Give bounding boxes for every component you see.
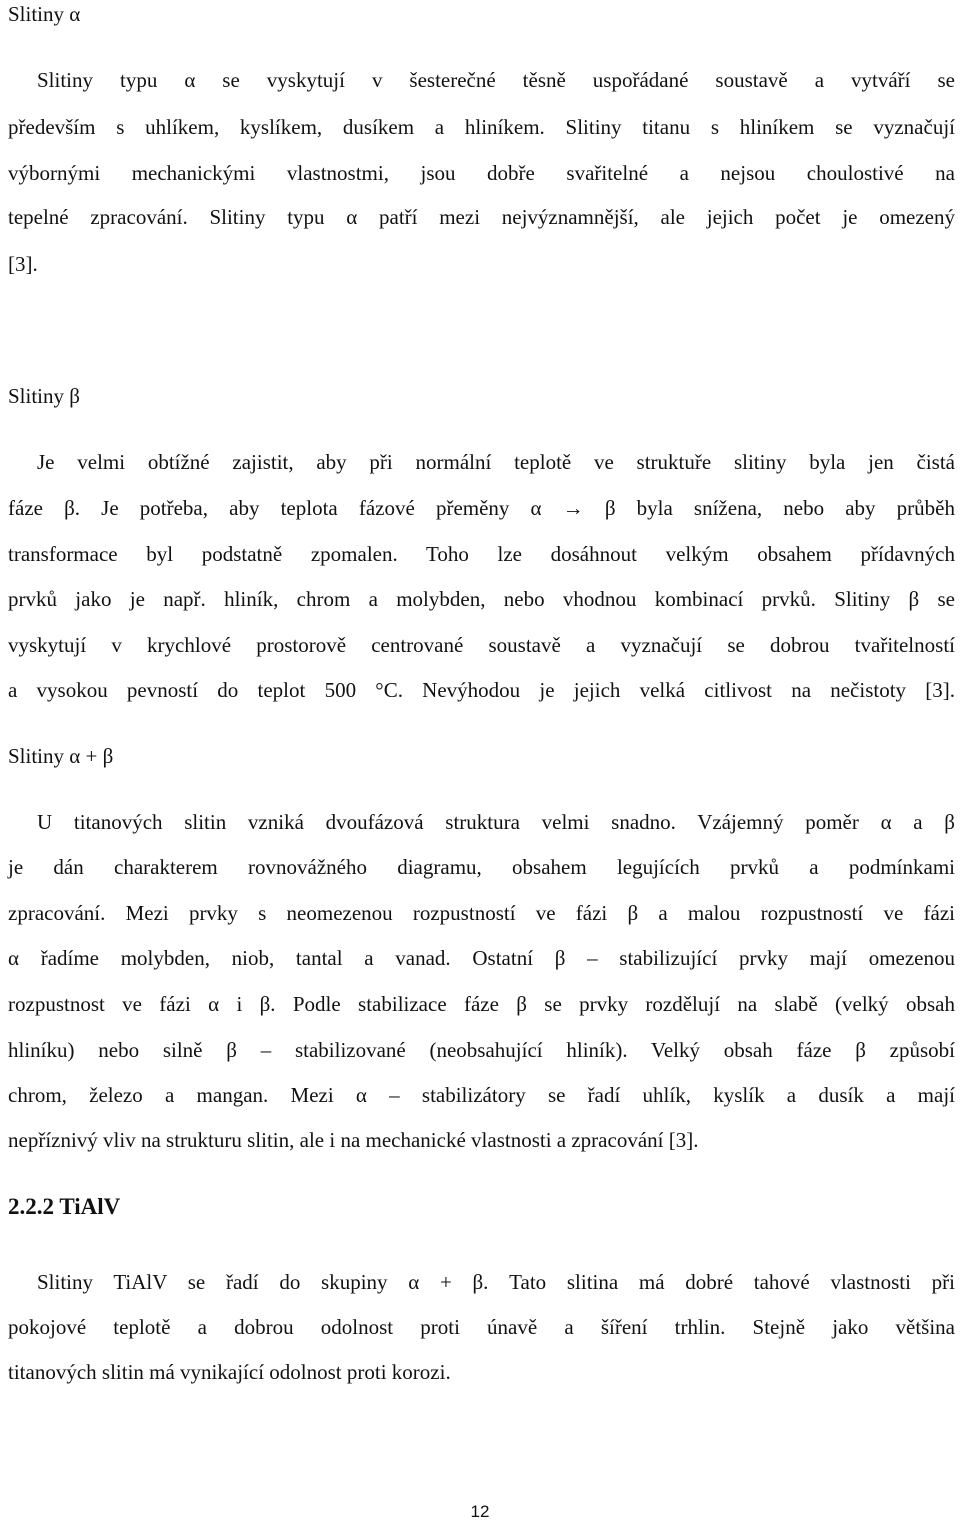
paragraph-line: α řadíme molybden, niob, tantal a vanad. Ostatní β – stabilizující prvky mají omezenou xyxy=(8,946,955,970)
heading-alpha-beta-alloys: Slitiny α + β xyxy=(8,744,114,768)
paragraph-line: chrom, železo a mangan. Mezi α – stabilizátory se řadí uhlík, kyslík a dusík a mají xyxy=(8,1083,955,1107)
paragraph-line: pokojové teplotě a dobrou odolnost proti únavě a šíření trhlin. Stejně jako většina xyxy=(8,1315,955,1339)
paragraph-line: tepelné zpracování. Slitiny typu α patří mezi nejvýznamnější, ale jejich počet je omezený xyxy=(8,205,955,229)
paragraph-line: výbornými mechanickými vlastnostmi, jsou dobře svařitelné a nejsou choulostivé na xyxy=(8,161,955,185)
paragraph-line: Slitiny TiAlV se řadí do skupiny α + β. Tato slitina má dobré tahové vlastnosti při xyxy=(37,1270,955,1294)
paragraph-line: U titanových slitin vzniká dvoufázová struktura velmi snadno. Vzájemný poměr α a β xyxy=(37,810,955,834)
paragraph-line: [3]. xyxy=(8,252,38,276)
paragraph-line: prvků jako je např. hliník, chrom a molybden, nebo vhodnou kombinací prvků. Slitiny β se xyxy=(8,587,955,611)
paragraph-line: vyskytují v krychlové prostorově centrované soustavě a vyznačují se dobrou tvařitelností xyxy=(8,633,955,657)
paragraph-line: hliníku) nebo silně β – stabilizované (neobsahující hliník). Velký obsah fáze β způsobí xyxy=(8,1038,955,1062)
paragraph-line: a vysokou pevností do teplot 500 °C. Nevýhodou je jejich velká citlivost na nečistoty [3]. xyxy=(8,678,955,702)
heading-beta-alloys: Slitiny β xyxy=(8,384,80,408)
heading-alpha-alloys: Slitiny α xyxy=(8,2,81,26)
page-number: 12 xyxy=(470,1502,490,1521)
paragraph-line: titanových slitin má vynikající odolnost proti korozi. xyxy=(8,1360,451,1384)
paragraph-line: nepříznivý vliv na strukturu slitin, ale i na mechanické vlastnosti a zpracování [3]. xyxy=(8,1128,699,1152)
paragraph-line: zpracování. Mezi prvky s neomezenou rozpustností ve fázi β a malou rozpustností ve fázi xyxy=(8,901,955,925)
paragraph-line: Slitiny typu α se vyskytují v šesterečné těsně uspořádané soustavě a vytváří se xyxy=(37,68,955,92)
paragraph-line: je dán charakterem rovnovážného diagramu, obsahem legujících prvků a podmínkami xyxy=(8,855,955,879)
paragraph-line: fáze β. Je potřeba, aby teplota fázové přeměny α → β byla snížena, nebo aby průběh xyxy=(8,496,955,520)
section-heading-tialv: 2.2.2 TiAlV xyxy=(8,1194,121,1219)
paragraph-line: transformace byl podstatně zpomalen. Toho lze dosáhnout velkým obsahem přídavných xyxy=(8,542,955,566)
paragraph-line: především s uhlíkem, kyslíkem, dusíkem a hliníkem. Slitiny titanu s hliníkem se vyznačují xyxy=(8,115,955,139)
paragraph-line: Je velmi obtížné zajistit, aby při normální teplotě ve struktuře slitiny byla jen čistá xyxy=(37,450,955,474)
paragraph-line: rozpustnost ve fázi α i β. Podle stabilizace fáze β se prvky rozdělují na slabě (velký obsah xyxy=(8,992,955,1016)
